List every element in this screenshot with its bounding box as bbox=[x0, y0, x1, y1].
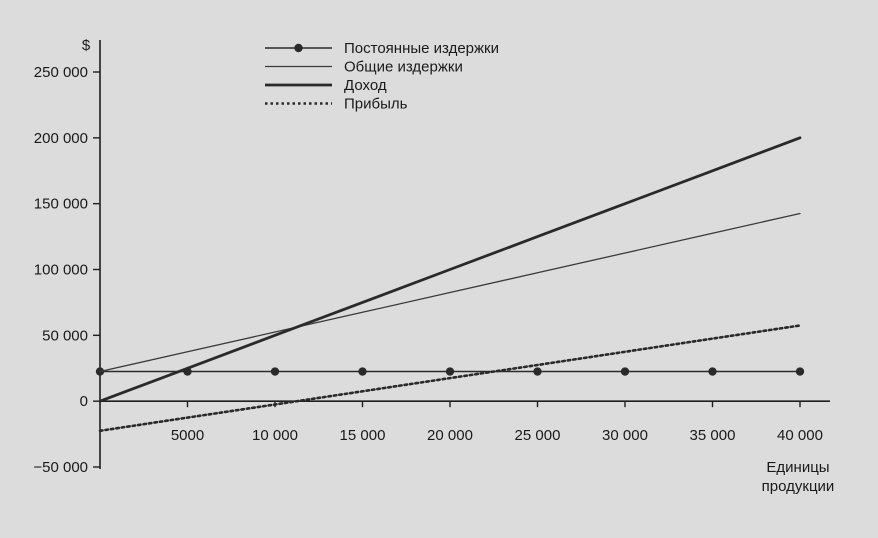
x-tick-label: 10 000 bbox=[252, 427, 298, 445]
legend-label: Постоянные издержки bbox=[344, 40, 499, 57]
series-1-point bbox=[446, 367, 454, 375]
series-1-point bbox=[533, 367, 541, 375]
series-1-point bbox=[796, 367, 804, 375]
y-tick-label: 50 000 bbox=[42, 327, 88, 345]
series-line-4 bbox=[100, 326, 800, 431]
y-tick-label: −50 000 bbox=[33, 459, 88, 476]
legend-label: Общие издержки bbox=[344, 58, 463, 76]
y-tick-label: 100 000 bbox=[33, 261, 88, 279]
legend-label: Прибыль bbox=[344, 95, 408, 113]
y-tick-label: 250 000 bbox=[33, 64, 88, 81]
x-axis-title-line: Единицы bbox=[766, 459, 830, 476]
y-tick-label: 150 000 bbox=[33, 195, 88, 213]
x-tick-label: 15 000 bbox=[339, 427, 386, 445]
legend-label: Доход bbox=[344, 77, 387, 94]
series-line-3 bbox=[100, 138, 800, 401]
y-tick-label: 0 bbox=[79, 393, 88, 411]
axes bbox=[33, 37, 834, 495]
y-axis-title: $ bbox=[81, 37, 91, 54]
series-1-point bbox=[271, 367, 279, 375]
x-tick-label: 25 000 bbox=[514, 427, 561, 445]
x-axis-title-line: продукции bbox=[761, 478, 835, 495]
x-tick-label: 35 000 bbox=[689, 427, 736, 445]
x-tick-label: 20 000 bbox=[427, 427, 473, 445]
series-1-point bbox=[708, 367, 716, 375]
series-1-point bbox=[621, 367, 629, 375]
legend bbox=[265, 40, 499, 113]
series-1-point bbox=[358, 367, 366, 375]
x-tick-label: 30 000 bbox=[602, 427, 648, 445]
legend-marker bbox=[294, 44, 302, 52]
series-layer bbox=[96, 138, 804, 431]
x-tick-label: 5000 bbox=[170, 427, 205, 445]
series-line-2 bbox=[100, 214, 800, 372]
x-tick-label: 40 000 bbox=[777, 427, 823, 445]
y-tick-label: 200 000 bbox=[33, 129, 88, 147]
